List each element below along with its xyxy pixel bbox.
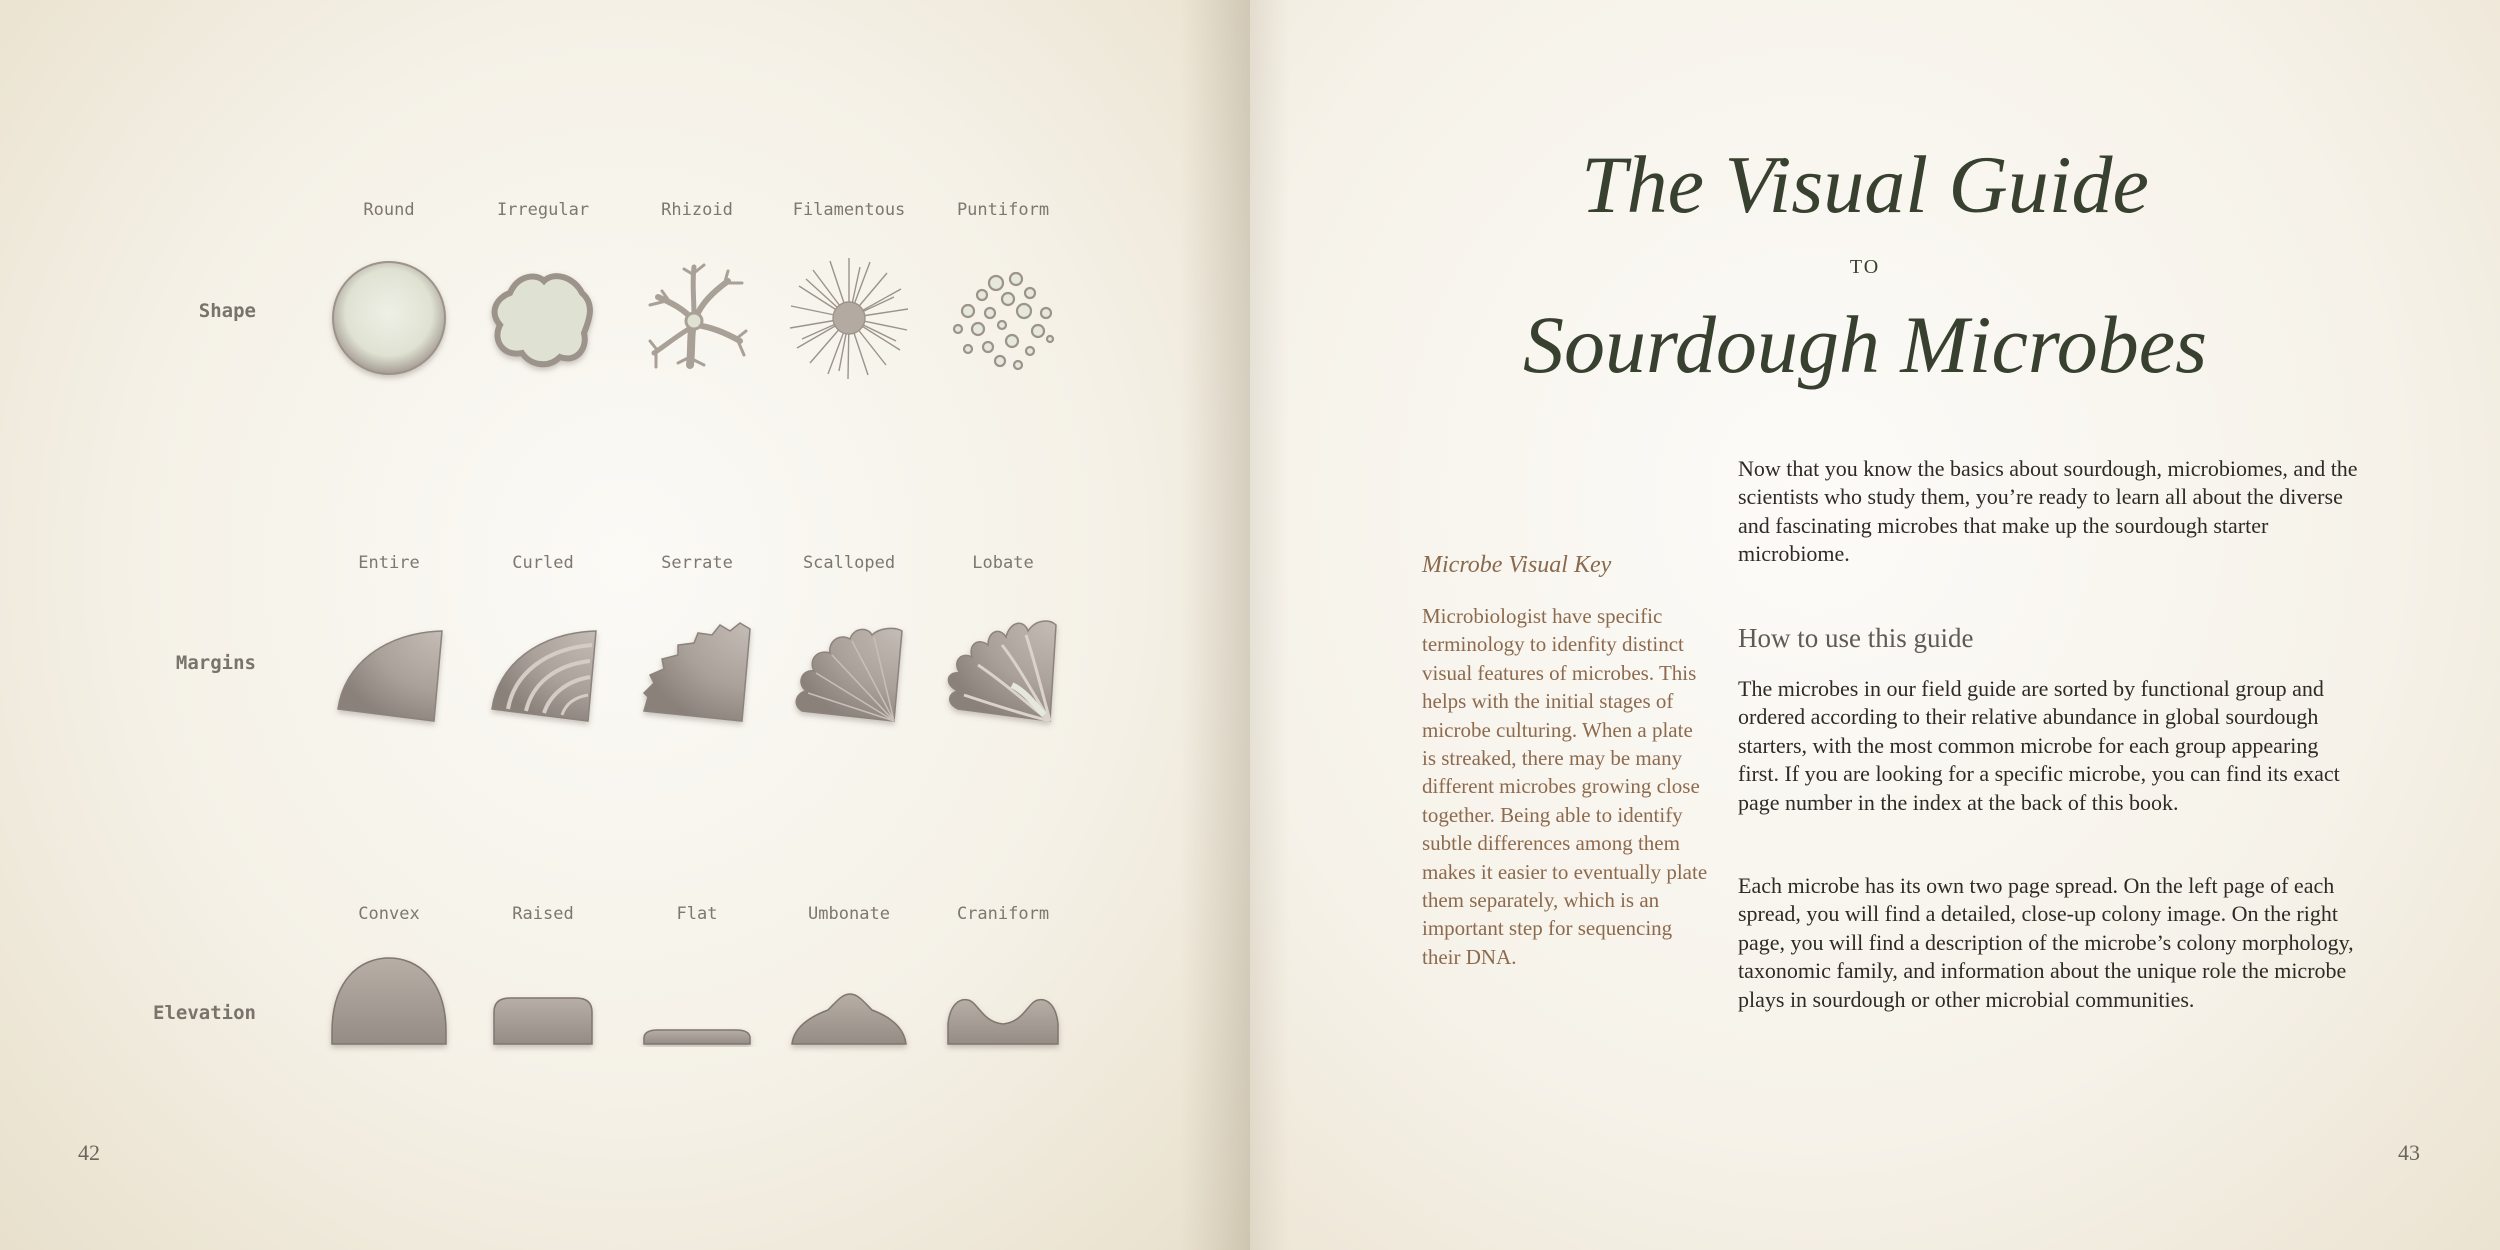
column-label-puntiform: Puntiform	[956, 200, 1050, 220]
shape-puntiform-icon	[938, 253, 1068, 383]
column-label-flat: Flat	[676, 904, 718, 924]
title-line-2: Sourdough Microbes	[1522, 299, 2208, 390]
elevation-umbonate-icon	[784, 940, 914, 1070]
column-label-round: Round	[363, 200, 415, 220]
column-label-entire: Entire	[358, 553, 420, 573]
column-label-raised: Raised	[512, 904, 574, 924]
column-label-curled: Curled	[512, 553, 574, 573]
column-label-serrate: Serrate	[661, 553, 733, 573]
title-line-1: The Visual Guide	[1581, 139, 2149, 230]
section-heading: How to use this guide	[1738, 623, 1974, 653]
column-label-scalloped: Scalloped	[802, 553, 896, 573]
column-label-craniform: Craniform	[956, 904, 1050, 924]
elevation-convex-icon	[324, 940, 454, 1070]
elevation-raised-icon	[478, 940, 608, 1070]
row-label-elevation: Elevation	[153, 1002, 256, 1024]
elevation-flat-icon	[632, 940, 762, 1070]
page-number-right: 43	[2398, 1140, 2420, 1165]
margin-serrate-icon	[632, 605, 762, 735]
margin-scalloped-icon	[784, 605, 914, 735]
shape-round-icon	[324, 253, 454, 383]
shape-irregular-icon	[478, 253, 608, 383]
margin-lobate-icon	[938, 605, 1068, 735]
shape-filamentous-icon	[784, 253, 914, 383]
sidebar-heading: Microbe Visual Key	[1422, 552, 1612, 578]
page-number-left: 42	[78, 1140, 100, 1165]
shape-rhizoid-icon	[632, 253, 762, 383]
column-label-umbonate: Umbonate	[808, 904, 890, 924]
margin-entire-icon	[324, 605, 454, 735]
row-label-shape: Shape	[198, 300, 256, 322]
column-label-filamentous: Filamentous	[792, 200, 906, 220]
sidebar-body: Microbiologist have specific terminology to idenfity distinct visual features of microbes. This helps with the initial stages of microbe culturing. When a plate is streaked, there may be many different microbes growing close together. Being able to identify subtle differences among them makes it easier to eventually plate them separately, which is an important step for sequencing their DNA.	[1422, 604, 1708, 969]
column-label-rhizoid: Rhizoid	[661, 200, 733, 220]
column-label-convex: Convex	[358, 904, 420, 924]
intro-paragraph: Now that you know the basics about sourdough, microbiomes, and the scientists who study them, you’re ready to learn all about the diverse and fascinating microbes that make up the sourdough starter microbiome.	[1738, 456, 2358, 567]
elevation-craniform-icon	[938, 940, 1068, 1070]
row-label-margins: Margins	[175, 652, 256, 674]
right-page	[1250, 0, 2500, 1250]
title-connector: TO	[1849, 256, 1881, 278]
margin-curled-icon	[478, 605, 608, 735]
column-label-lobate: Lobate	[972, 553, 1034, 573]
paragraph-functional-groups: The microbes in our field guide are sorted by functional group and ordered according to their relative abundance in global sourdough starters, with the most common microbe for each group appearing first. If you are looking for a specific microbe, you can find its exact page number in the index at the back of this book.	[1738, 676, 2340, 815]
column-label-irregular: Irregular	[496, 200, 590, 220]
paragraph-page-spread: Each microbe has its own two page spread. On the left page of each spread, you will find a detailed, close-up colony image. On the right page, you will find a description of the microbe’s colony morphology, taxonomic family, and information about the unique role the microbe plays in sourdough or other microbial communities.	[1738, 873, 2354, 1012]
